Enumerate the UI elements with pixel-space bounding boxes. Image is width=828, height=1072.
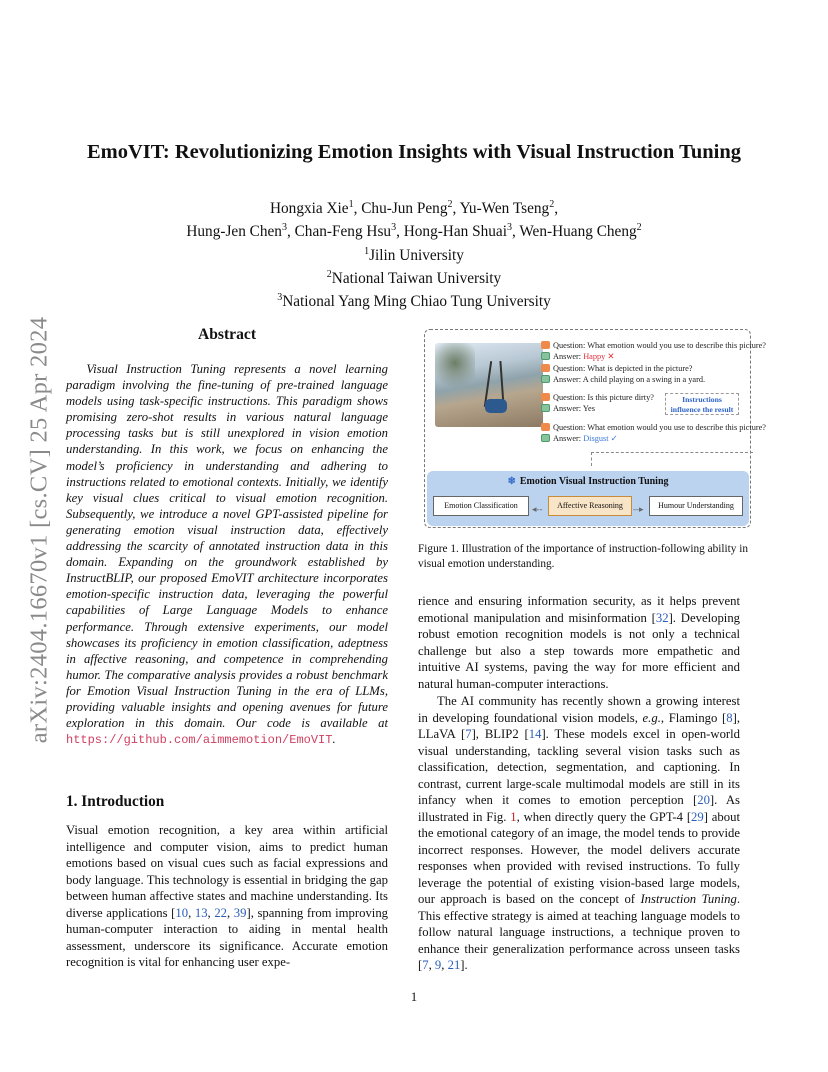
answer-text: Answer: A child playing on a swing in a yard. (553, 375, 706, 384)
question-row (541, 341, 766, 352)
citation-link[interactable]: 9 (434, 958, 442, 972)
banner-title-text: Emotion Visual Instruction Tuning (519, 476, 669, 487)
author-name: Yu-Wen Tseng (459, 200, 550, 218)
citation-link[interactable]: 20 (697, 793, 710, 807)
affiliation-mark: 1 (364, 245, 370, 257)
right-column-text (418, 593, 740, 974)
affiliation-mark: 2 (636, 222, 642, 234)
affiliation-mark: 2 (549, 199, 555, 210)
affiliation-name: Jilin University (369, 246, 464, 264)
answer-prefix: Answer: (553, 352, 584, 361)
arrow-right-icon: ‑‑▸ (633, 504, 644, 514)
body-text: ]. Developing robust emotion recognition models is not only a technical challenge but also a step towards more empathetic and intuitive AI systems, paving the way for more efficient and natural human-computer interactions. (418, 610, 741, 691)
task-affective-reasoning: Affective Reasoning (548, 496, 632, 516)
body-text: ], BLIP2 [ (471, 727, 529, 741)
user-icon (541, 393, 550, 401)
body-text: ], LLaVA [ (418, 710, 740, 741)
figure-1 (424, 329, 766, 528)
affiliation (0, 265, 828, 288)
answer-prefix: Answer: (553, 434, 584, 443)
banner-title (427, 476, 749, 487)
affiliation-mark: 2 (326, 268, 332, 280)
paper-title: EmoVIT: Revolutionizing Emotion Insights with Visual Instruction Tuning (86, 141, 742, 163)
affiliation-mark: 3 (277, 292, 283, 304)
author-line-2: Hung-Jen Chen$^3$, Chan-Feng Hsu$^3$, Hong-Han Shuai$^3$, Wen-Huang Cheng$^2$ (186, 222, 642, 241)
flow-connector (591, 452, 592, 466)
body-text: ] about the emotional category of an image, the model tends to provide incorrect responses. However, the model delivers accurate responses when provided with revised instructions. To fully leverage the potential of existing vision-based large models, our approach is based on the concept of (418, 809, 740, 906)
affiliation (0, 288, 828, 311)
body-text: ]. As illustrated in Fig. (418, 793, 740, 824)
author-name: Chu-Jun Peng (361, 200, 448, 218)
code-link[interactable]: https://github.com/aimmemotion/EmoVIT (66, 733, 333, 748)
arrow-left-icon: ◂‑‑ (532, 504, 543, 514)
note-line: Instructions (682, 395, 722, 404)
user-icon (541, 341, 550, 349)
figure-ref-link[interactable]: 1 (510, 809, 517, 824)
page-number: 1 (410, 990, 418, 1004)
affiliation-mark: 1 (348, 199, 354, 210)
abstract-paragraph (66, 361, 388, 748)
note-line: influence the result (670, 404, 734, 414)
robot-icon (541, 404, 550, 412)
author-name: Wen-Huang Cheng (519, 223, 637, 241)
emovit-banner (427, 471, 749, 526)
affiliation-mark: 3 (391, 222, 397, 234)
author-name: Hung-Jen Chen (186, 223, 282, 241)
abstract-text: Visual Instruction Tuning represents a novel learning paradigm involving the fine-tuning of pre-trained language models using task-specific instructions. This paradigm shows promising zero-shot results in various natural language processing tasks but is still unexplored in vision emotion understanding. In this work, we focus on enhancing the model’s proficiency in understanding and adhering to instructions related to emotional contexts. Initially, we identify key visual clues critical to visual emotion recognition. Subsequently, we introduce a novel GPT-assisted pipeline for generating emotion visual instruction data, effectively addressing the scarcity of annotated instruction data in this domain. Expanding on the groundwork established by InstructBLIP, our proposed EmoVIT architecture incorporates emotion-specific instruction data, leveraging the powerful capabilities of Large Language Models to enhance performance. Through extensive experiments, our model showcases its proficiency in emotion classification, adeptness in affective reasoning, and competence in comprehending humor. The comparative analysis provides a robust benchmark for Emotion Visual Instruction Tuning in the era of LLMs, providing valuable insights and opening avenues for future exploration in this domain. Our code is available at (66, 362, 388, 731)
body-text: . This effective strategy is aimed at teaching language models to follow natural language instructions, a technique proven to enhance their generalization performance across unseen tasks [ (418, 892, 740, 972)
citation-link[interactable]: 8 (726, 710, 733, 725)
emphasis: Instruction Tuning (640, 892, 737, 906)
snowflake-icon: ❄ (507, 476, 516, 487)
task-humour-understanding: Humour Understanding (649, 496, 743, 516)
body-text: The AI community has recently shown a growing interest in developing foundational vision models, (418, 694, 740, 725)
paragraph: The AI community has recently shown a growing interest in developing foundational vision models, e.g., Flamingo [8], LLaVA [7], BLIP2 [14]. These models excel in open-world visual understanding, tackling several vision tasks such as classification, detection, segmentation, and captioning. In contrast, current large-scale multimodal models are still in its infancy when it comes to emotion perception [20]. As illustrated in Fig. 1, when directly query the GPT-4 [29] about the emotional category of an image, the model tends to provide incorrect responses. However, the model delivers accurate responses when provided with revised instructions. To fully leverage the potential of existing vision-based large models, our approach is based on the concept of Instruction Tuning. This effective strategy is aimed at teaching language models to follow natural language instructions, a technique proven to enhance their generalization performance across unseen tasks [7, 9, 21]. (418, 694, 741, 972)
citation-link[interactable]: 39 (233, 905, 247, 920)
instruction-note (665, 393, 739, 415)
robot-icon (541, 434, 550, 442)
answer-text: Answer: Yes (553, 404, 595, 413)
answer-value: Happy (583, 352, 606, 361)
section-heading-introduction: 1. Introduction (66, 793, 165, 810)
arxiv-id-text: arXiv:2404.16670v1 [cs.CV] 25 Apr 2024 (25, 316, 52, 744)
answer-row (541, 352, 614, 363)
question-row (541, 393, 654, 404)
citation-link[interactable]: 22 (214, 905, 227, 920)
citation-link[interactable]: 29 (691, 809, 704, 824)
flow-connector (591, 452, 753, 453)
check-icon: ✓ (610, 434, 618, 443)
citation-link[interactable]: 10 (175, 905, 189, 920)
swing-photo (435, 343, 543, 427)
intro-text: Visual emotion recognition, a key area within artificial intelligence and computer vision, aims to predict human emotions based on visual cues such as facial expressions and body language. This technology is essential in bridging the gap between human affective states and machine understanding. Its diverse applications [ (66, 823, 388, 920)
question-text: Question: What emotion would you use to describe this picture? (553, 423, 766, 432)
task-emotion-classification: Emotion Classification (433, 496, 529, 516)
figure-caption: Figure 1. Illustration of the importance of instruction-following ability in visual emotion understanding. (418, 543, 749, 570)
paragraph (418, 593, 740, 692)
body-text: ]. (460, 958, 468, 972)
author-name: Hong-Han Shuai (403, 223, 507, 241)
citation-link[interactable]: 21 (447, 958, 461, 972)
answer-row (541, 375, 705, 386)
body-text: ]. These models excel in open-world visual understanding, tackling several vision tasks such as classification, detection, segmentation, and captioning. In contrast, current large-scale multimodal models are still in its infancy when it comes to emotion perception [ (418, 727, 741, 807)
user-icon (541, 364, 550, 372)
question-row (541, 423, 766, 434)
answer-row (541, 404, 595, 415)
question-text: Question: Is this picture dirty? (553, 393, 654, 402)
emphasis: e.g. (642, 710, 661, 725)
citation-link[interactable]: 7 (465, 727, 472, 741)
question-row (541, 364, 692, 375)
citation-link[interactable]: 13 (194, 905, 208, 920)
citation-link[interactable]: 32 (655, 610, 669, 625)
intro-paragraph: Visual emotion recognition, a key area within artificial intelligence and computer vision, aims to predict human emotions based on visual cues such as facial expressions and body language. This technology is essential in bridging the gap between human affective states and machine understanding. Its diverse applications [10, 13, 22, 39], spanning from improving human-computer interaction to aiding in mental health assessment, underscore its significance. Accurate emotion recognition is vital for enhancing user expe- (66, 823, 389, 969)
user-icon (541, 423, 550, 431)
citation-link[interactable]: 14 (528, 727, 542, 741)
abstract-heading: Abstract (197, 326, 257, 343)
affiliation-mark: 3 (281, 222, 287, 234)
question-text: Question: What emotion would you use to describe this picture? (553, 341, 766, 350)
answer-row (541, 434, 618, 445)
answer-value: Disgust (583, 434, 609, 443)
photo-tree (435, 343, 475, 393)
abstract-body (66, 361, 388, 748)
citation-link[interactable]: 7 (422, 958, 429, 972)
body-text: rience and ensuring information security, as it helps prevent emotional manipulation and misinformation [ (418, 594, 740, 625)
affiliation-name: National Taiwan University (331, 269, 502, 287)
wrong-icon: ✕ (607, 352, 615, 361)
question-text: Question: What is depicted in the picture? (553, 364, 693, 373)
author-line-1: Hongxia Xie$^1$, Chu-Jun Peng$^2$, Yu-Wen Tseng$^2$, (269, 199, 559, 218)
photo-child (485, 399, 507, 413)
robot-icon (541, 375, 550, 383)
author-name: Hongxia Xie (269, 200, 349, 218)
author-block (0, 195, 828, 311)
body-text: , when directly query the GPT-4 [ (516, 809, 692, 824)
author-name: Chan-Feng Hsu (294, 223, 392, 241)
affiliation-name: National Yang Ming Chiao Tung University (282, 293, 551, 311)
robot-icon (541, 352, 550, 360)
body-text: , Flamingo [ (660, 710, 727, 725)
intro-text: ], spanning from improving human-computer interaction to aiding in mental health assessment, underscore its significance. Accurate emotion recognition is vital for enhancing user expe- (66, 905, 389, 969)
affiliation (0, 242, 828, 265)
arxiv-identifier (14, 300, 64, 760)
affiliation-mark: 2 (447, 199, 453, 210)
abstract-end: . (332, 732, 336, 747)
affiliation-mark: 3 (506, 222, 512, 234)
